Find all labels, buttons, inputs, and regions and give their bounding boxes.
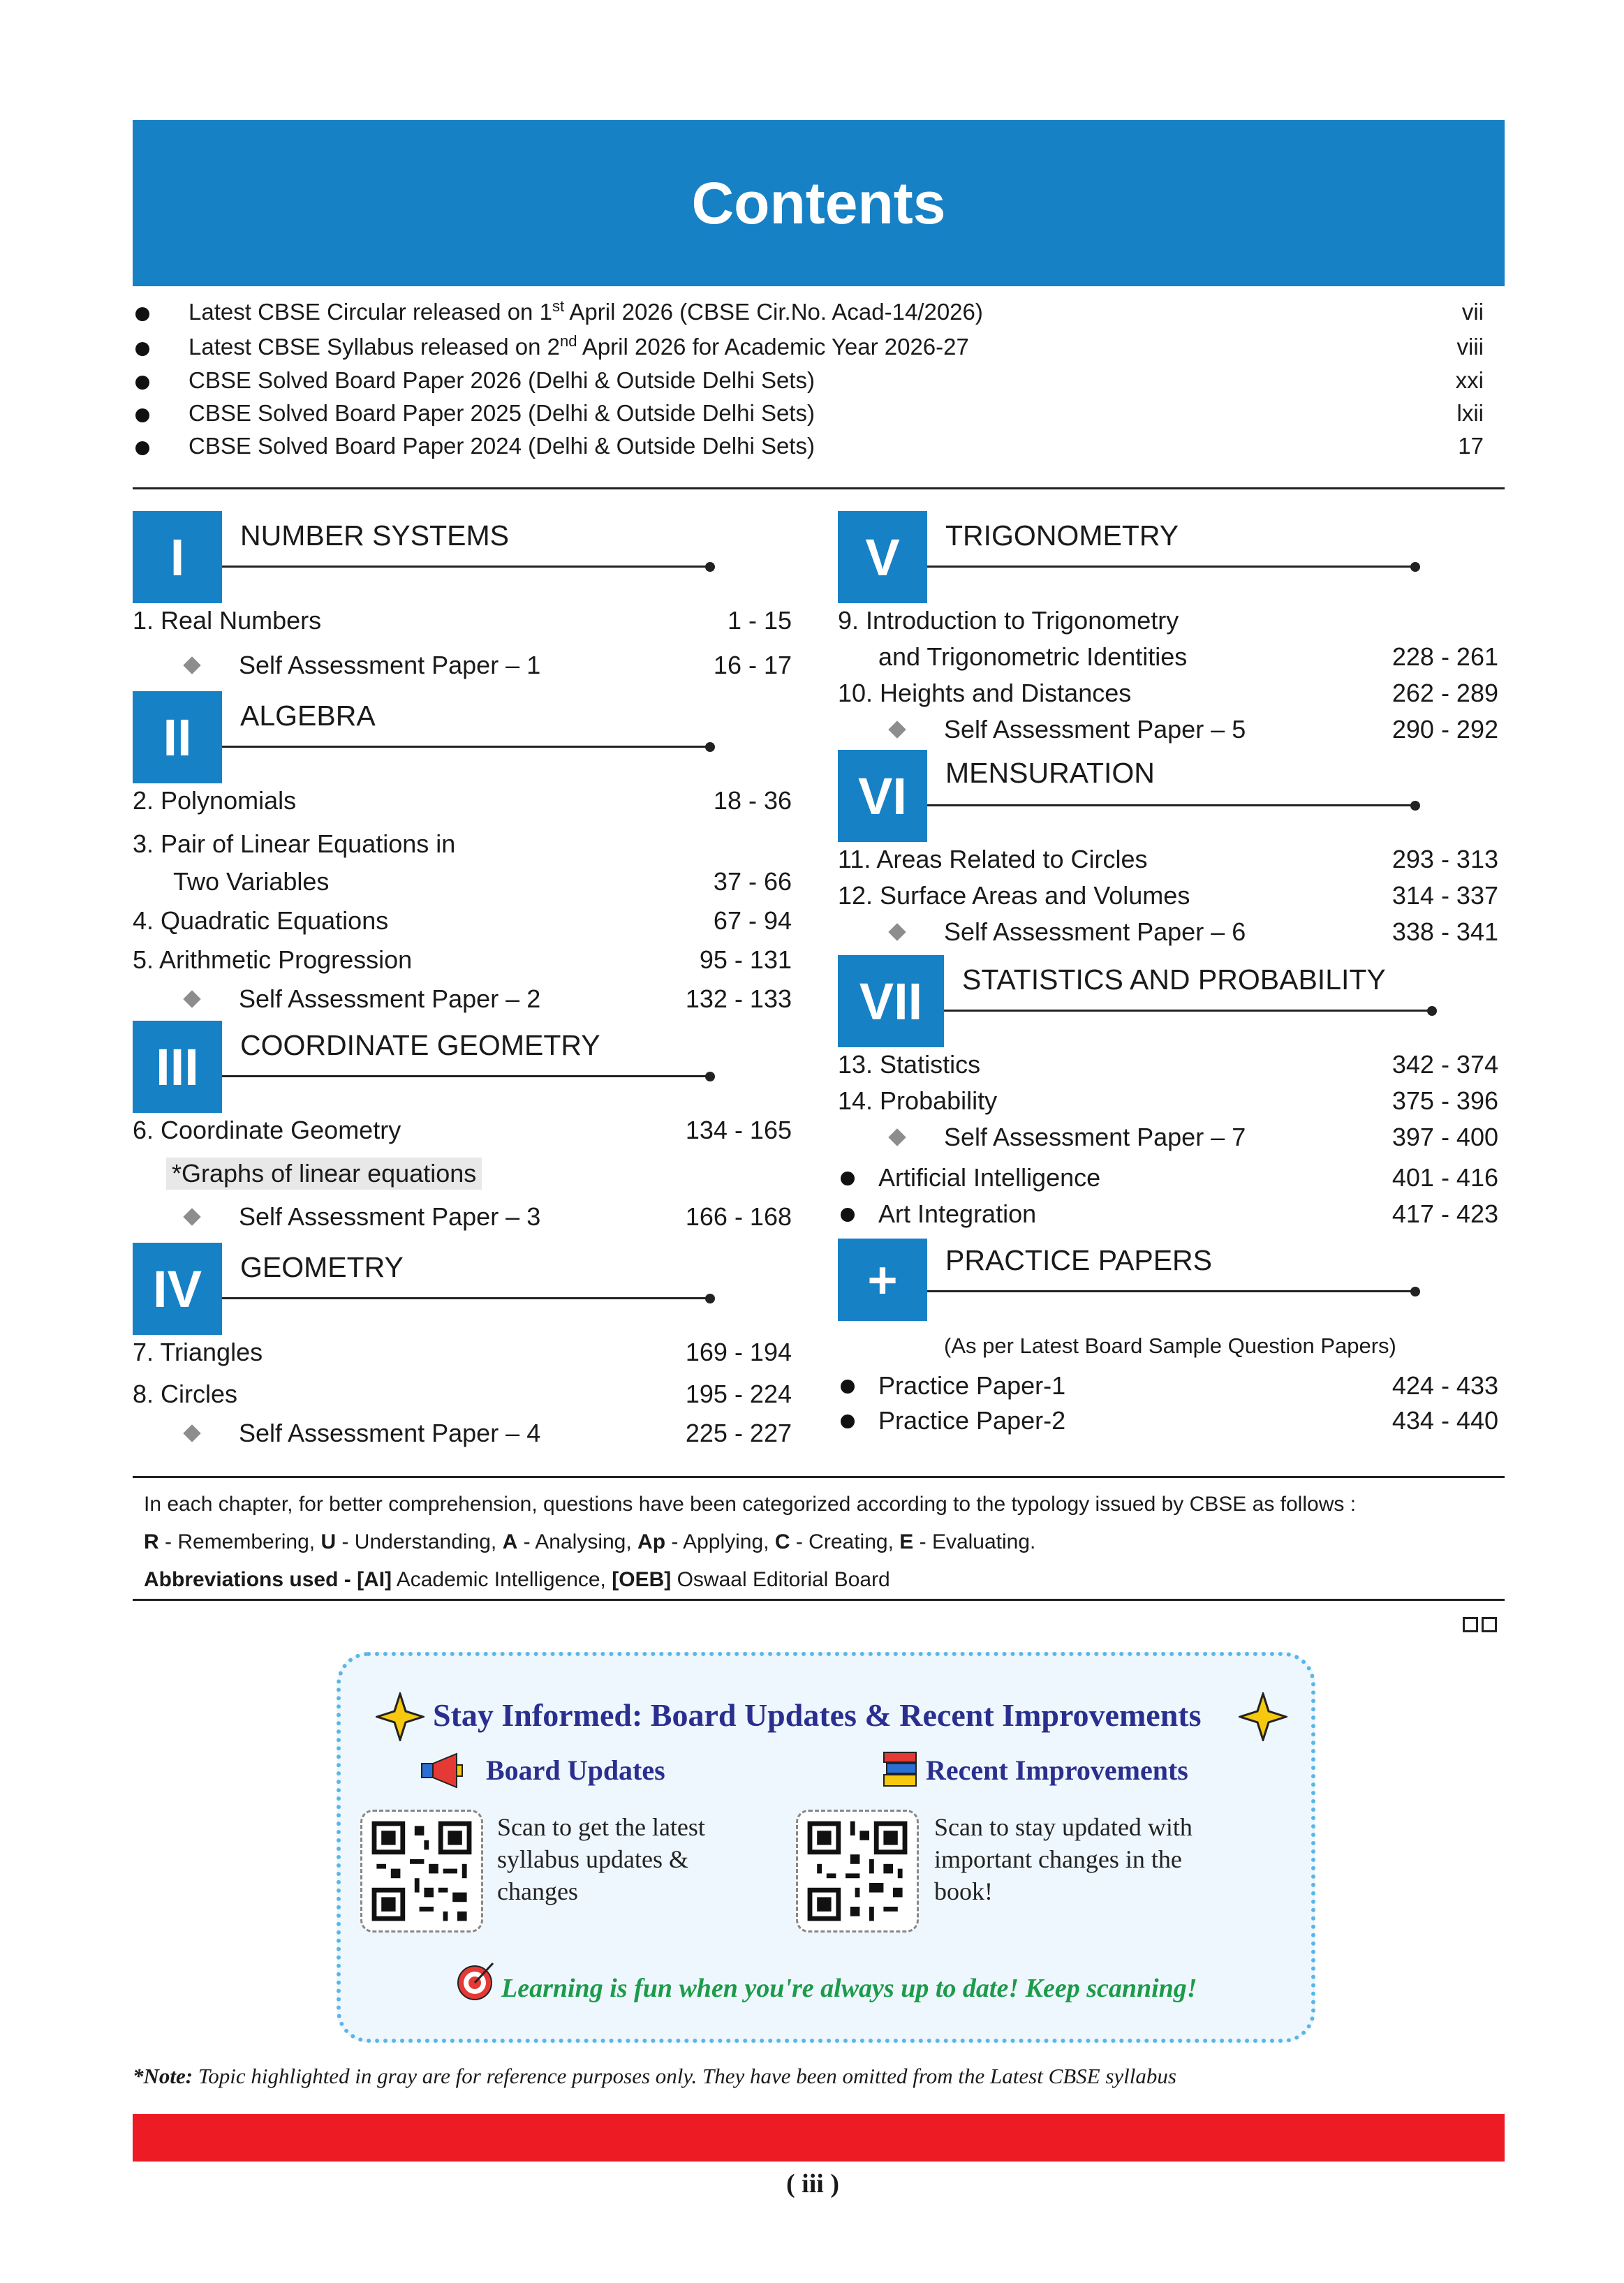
unit-number-badge: VII — [838, 955, 944, 1047]
typology-intro: In each chapter, for better comprehension, questions have been categorized according to the typology issued by CBSE as follows : — [144, 1493, 1357, 1516]
unit-title[interactable]: STATISTICS AND PROBABILITY — [962, 963, 1386, 996]
chapter-pages: 67 - 94 — [713, 906, 792, 935]
sparkle-icon — [376, 1692, 425, 1741]
megaphone-icon — [419, 1751, 468, 1790]
unit-line-end-dot — [705, 742, 715, 752]
unit-title[interactable]: MENSURATION — [945, 757, 1155, 789]
diamond-bullet-icon — [888, 923, 906, 940]
books-icon — [881, 1750, 919, 1790]
chapter-pages: 195 - 224 — [685, 1380, 792, 1408]
practice-papers-note: (As per Latest Board Sample Question Papers) — [944, 1333, 1396, 1358]
panel-footer-text: Learning is fun when you're always up to date! Keep scanning! — [501, 1974, 1197, 2003]
unit-title[interactable]: PRACTICE PAPERS — [945, 1244, 1212, 1276]
chapter-pages: 95 - 131 — [699, 945, 792, 974]
chapter-pages: 1 - 15 — [727, 606, 792, 635]
diamond-bullet-icon — [183, 1424, 200, 1442]
qr-code-board-updates[interactable] — [360, 1810, 483, 1933]
bullet-icon — [135, 441, 149, 455]
chapter-pages: 424 - 433 — [1392, 1371, 1498, 1400]
chapter-pages: 375 - 396 — [1392, 1086, 1498, 1115]
chapter-title[interactable]: Artificial Intelligence — [878, 1163, 1101, 1192]
diamond-bullet-icon — [183, 656, 200, 674]
bullet-icon — [135, 376, 149, 390]
unit-underline — [927, 566, 1416, 568]
chapter-title[interactable]: 10. Heights and Distances — [838, 679, 1132, 707]
item-text: CBSE Solved Board Paper 2025 (Delhi & Outside Delhi Sets) — [189, 400, 815, 426]
chapter-pages: 293 - 313 — [1392, 845, 1498, 873]
chapter-title-cont[interactable]: Two Variables — [173, 867, 330, 896]
chapter-title[interactable]: 14. Probability — [838, 1086, 998, 1115]
chapter-title[interactable]: 13. Statistics — [838, 1050, 981, 1079]
bullet-icon — [135, 342, 149, 356]
unit-underline — [927, 1290, 1416, 1292]
self-assessment-title[interactable]: Self Assessment Paper – 3 — [239, 1202, 541, 1231]
bullet-icon — [135, 307, 149, 321]
self-assessment-title[interactable]: Self Assessment Paper – 4 — [239, 1419, 541, 1447]
board-updates-text: Scan to get the latest syllabus updates & changes — [497, 1813, 705, 1905]
practice-paper-title[interactable]: Practice Paper-1 — [878, 1371, 1066, 1400]
chapter-pages: 314 - 337 — [1392, 881, 1498, 910]
top-list-item[interactable] — [133, 334, 1505, 366]
item-sup: nd — [559, 332, 577, 350]
item-page: 17 — [1458, 433, 1484, 459]
chapter-pages: 169 - 194 — [685, 1338, 792, 1366]
chapter-pages: 228 - 261 — [1392, 642, 1498, 671]
chapter-title[interactable]: 3. Pair of Linear Equations in — [133, 829, 456, 858]
unit-title[interactable]: TRIGONOMETRY — [945, 519, 1179, 552]
chapter-pages: 338 - 341 — [1392, 917, 1498, 946]
item-page: xxi — [1455, 367, 1484, 393]
chapter-title[interactable]: 8. Circles — [133, 1380, 238, 1408]
diamond-bullet-icon — [888, 1128, 906, 1146]
end-mark-icon — [1463, 1617, 1478, 1632]
self-assessment-title[interactable]: Self Assessment Paper – 5 — [944, 715, 1246, 744]
chapter-pages: 225 - 227 — [685, 1419, 792, 1447]
chapter-title[interactable]: 6. Coordinate Geometry — [133, 1116, 401, 1144]
item-text: Latest CBSE Syllabus released on 2 — [189, 334, 560, 360]
item-text: CBSE Solved Board Paper 2026 (Delhi & Outside Delhi Sets) — [189, 367, 815, 393]
abbreviations: Abbreviations used - [AI] Academic Intelligence, [OEB] Oswaal Editorial Board — [144, 1568, 890, 1591]
unit-line-end-dot — [705, 1072, 715, 1081]
chapter-title[interactable]: 11. Areas Related to Circles — [838, 845, 1148, 873]
bullet-icon — [841, 1414, 855, 1428]
typology-codes: R - Remembering, U - Understanding, A - Analysing, Ap - Applying, C - Creating, E - Evaluating. — [144, 1530, 1036, 1553]
plus-badge-icon: + — [838, 1239, 927, 1321]
chapter-title[interactable]: 7. Triangles — [133, 1338, 263, 1366]
page-number: ( iii ) — [786, 2169, 839, 2199]
diamond-bullet-icon — [888, 721, 906, 738]
chapter-pages: 434 - 440 — [1392, 1406, 1498, 1435]
divider — [133, 1599, 1505, 1601]
practice-paper-title[interactable]: Practice Paper-2 — [878, 1406, 1066, 1435]
unit-title[interactable]: ALGEBRA — [240, 700, 376, 732]
unit-number-badge: V — [838, 511, 927, 603]
chapter-pages: 16 - 17 — [713, 651, 792, 679]
chapter-title[interactable]: 4. Quadratic Equations — [133, 906, 389, 935]
unit-number-badge: VI — [838, 750, 927, 842]
unit-line-end-dot — [705, 1294, 715, 1303]
sparkle-icon — [1239, 1692, 1287, 1741]
chapter-pages: 417 - 423 — [1392, 1199, 1498, 1228]
unit-underline — [927, 804, 1416, 806]
self-assessment-title[interactable]: Self Assessment Paper – 1 — [239, 651, 541, 679]
chapter-title[interactable]: 1. Real Numbers — [133, 606, 322, 635]
unit-line-end-dot — [1410, 562, 1420, 572]
top-list-item[interactable] — [133, 400, 1505, 432]
bullet-icon — [135, 408, 149, 422]
divider — [133, 1476, 1505, 1478]
target-icon — [454, 1959, 497, 2002]
chapter-title[interactable]: 2. Polynomials — [133, 786, 297, 815]
unit-number-badge: I — [133, 511, 222, 603]
chapter-pages: 134 - 165 — [685, 1116, 792, 1144]
unit-number-badge: III — [133, 1021, 222, 1113]
unit-line-end-dot — [1410, 1287, 1420, 1296]
divider — [133, 487, 1505, 489]
chapter-pages: 166 - 168 — [685, 1202, 792, 1231]
chapter-title[interactable]: 5. Arithmetic Progression — [133, 945, 413, 974]
footnote: *Note: Topic highlighted in gray are for reference purposes only. They have been omitted from the Latest CBSE syllabus — [133, 2064, 1176, 2088]
item-text: Latest CBSE Circular released on 1 — [189, 299, 552, 325]
end-mark-icon — [1482, 1617, 1497, 1632]
item-text-post: April 2026 for Academic Year 2026-27 — [577, 334, 969, 360]
item-page: viii — [1456, 334, 1484, 360]
chapter-title-cont[interactable]: and Trigonometric Identities — [878, 642, 1188, 671]
unit-title[interactable]: GEOMETRY — [240, 1251, 404, 1283]
self-assessment-title[interactable]: Self Assessment Paper – 2 — [239, 984, 541, 1013]
unit-underline — [222, 1297, 711, 1299]
diamond-bullet-icon — [183, 1208, 200, 1225]
chapter-pages: 262 - 289 — [1392, 679, 1498, 707]
self-assessment-title[interactable]: Self Assessment Paper – 6 — [944, 917, 1246, 946]
unit-underline — [222, 746, 711, 748]
chapter-pages: 132 - 133 — [685, 984, 792, 1013]
item-page: vii — [1461, 299, 1484, 325]
top-list-item[interactable] — [133, 367, 1505, 399]
unit-number-badge: IV — [133, 1243, 222, 1335]
qr-code-icon — [798, 1812, 917, 1930]
page-title: Contents — [691, 170, 946, 236]
bullet-icon — [841, 1208, 855, 1222]
recent-improvements-heading: Recent Improvements — [926, 1754, 1188, 1786]
chapter-pages: 290 - 292 — [1392, 715, 1498, 744]
recent-improvements-text: Scan to stay updated with important changes in the book! — [934, 1813, 1193, 1905]
unit-title[interactable]: COORDINATE GEOMETRY — [240, 1029, 600, 1061]
unit-underline — [222, 566, 711, 568]
item-text: CBSE Solved Board Paper 2024 (Delhi & Outside Delhi Sets) — [189, 433, 815, 459]
chapter-title[interactable]: 9. Introduction to Trigonometry — [838, 606, 1179, 635]
bullet-icon — [841, 1172, 855, 1185]
unit-underline — [944, 1010, 1433, 1012]
chapter-pages: 401 - 416 — [1392, 1163, 1498, 1192]
board-updates-heading: Board Updates — [486, 1754, 665, 1786]
chapter-title[interactable]: 12. Surface Areas and Volumes — [838, 881, 1190, 910]
unit-line-end-dot — [1427, 1006, 1437, 1016]
chapter-pages: 37 - 66 — [713, 867, 792, 896]
unit-number-badge: II — [133, 691, 222, 783]
panel-title: Stay Informed: Board Updates & Recent Improvements — [433, 1697, 1202, 1733]
self-assessment-title[interactable]: Self Assessment Paper – 7 — [944, 1123, 1246, 1151]
bullet-icon — [841, 1380, 855, 1394]
qr-code-icon — [362, 1812, 481, 1930]
item-sup: st — [552, 297, 565, 315]
qr-code-recent-improvements[interactable] — [796, 1810, 919, 1933]
omitted-topic-highlight: *Graphs of linear equations — [166, 1158, 482, 1190]
chapter-pages: 397 - 400 — [1392, 1123, 1498, 1151]
top-list-item[interactable] — [133, 433, 1505, 465]
footer-red-band — [133, 2114, 1505, 2162]
chapter-pages: 18 - 36 — [713, 786, 792, 815]
chapter-title[interactable]: Art Integration — [878, 1199, 1037, 1228]
unit-line-end-dot — [1410, 801, 1420, 811]
item-page: lxii — [1456, 400, 1484, 426]
unit-line-end-dot — [705, 562, 715, 572]
item-text-post: April 2026 (CBSE Cir.No. Acad-14/2026) — [564, 299, 983, 325]
top-list-item[interactable] — [133, 299, 1505, 331]
chapter-pages: 342 - 374 — [1392, 1050, 1498, 1079]
unit-title[interactable]: NUMBER SYSTEMS — [240, 519, 509, 552]
unit-underline — [222, 1075, 711, 1077]
diamond-bullet-icon — [183, 990, 200, 1007]
